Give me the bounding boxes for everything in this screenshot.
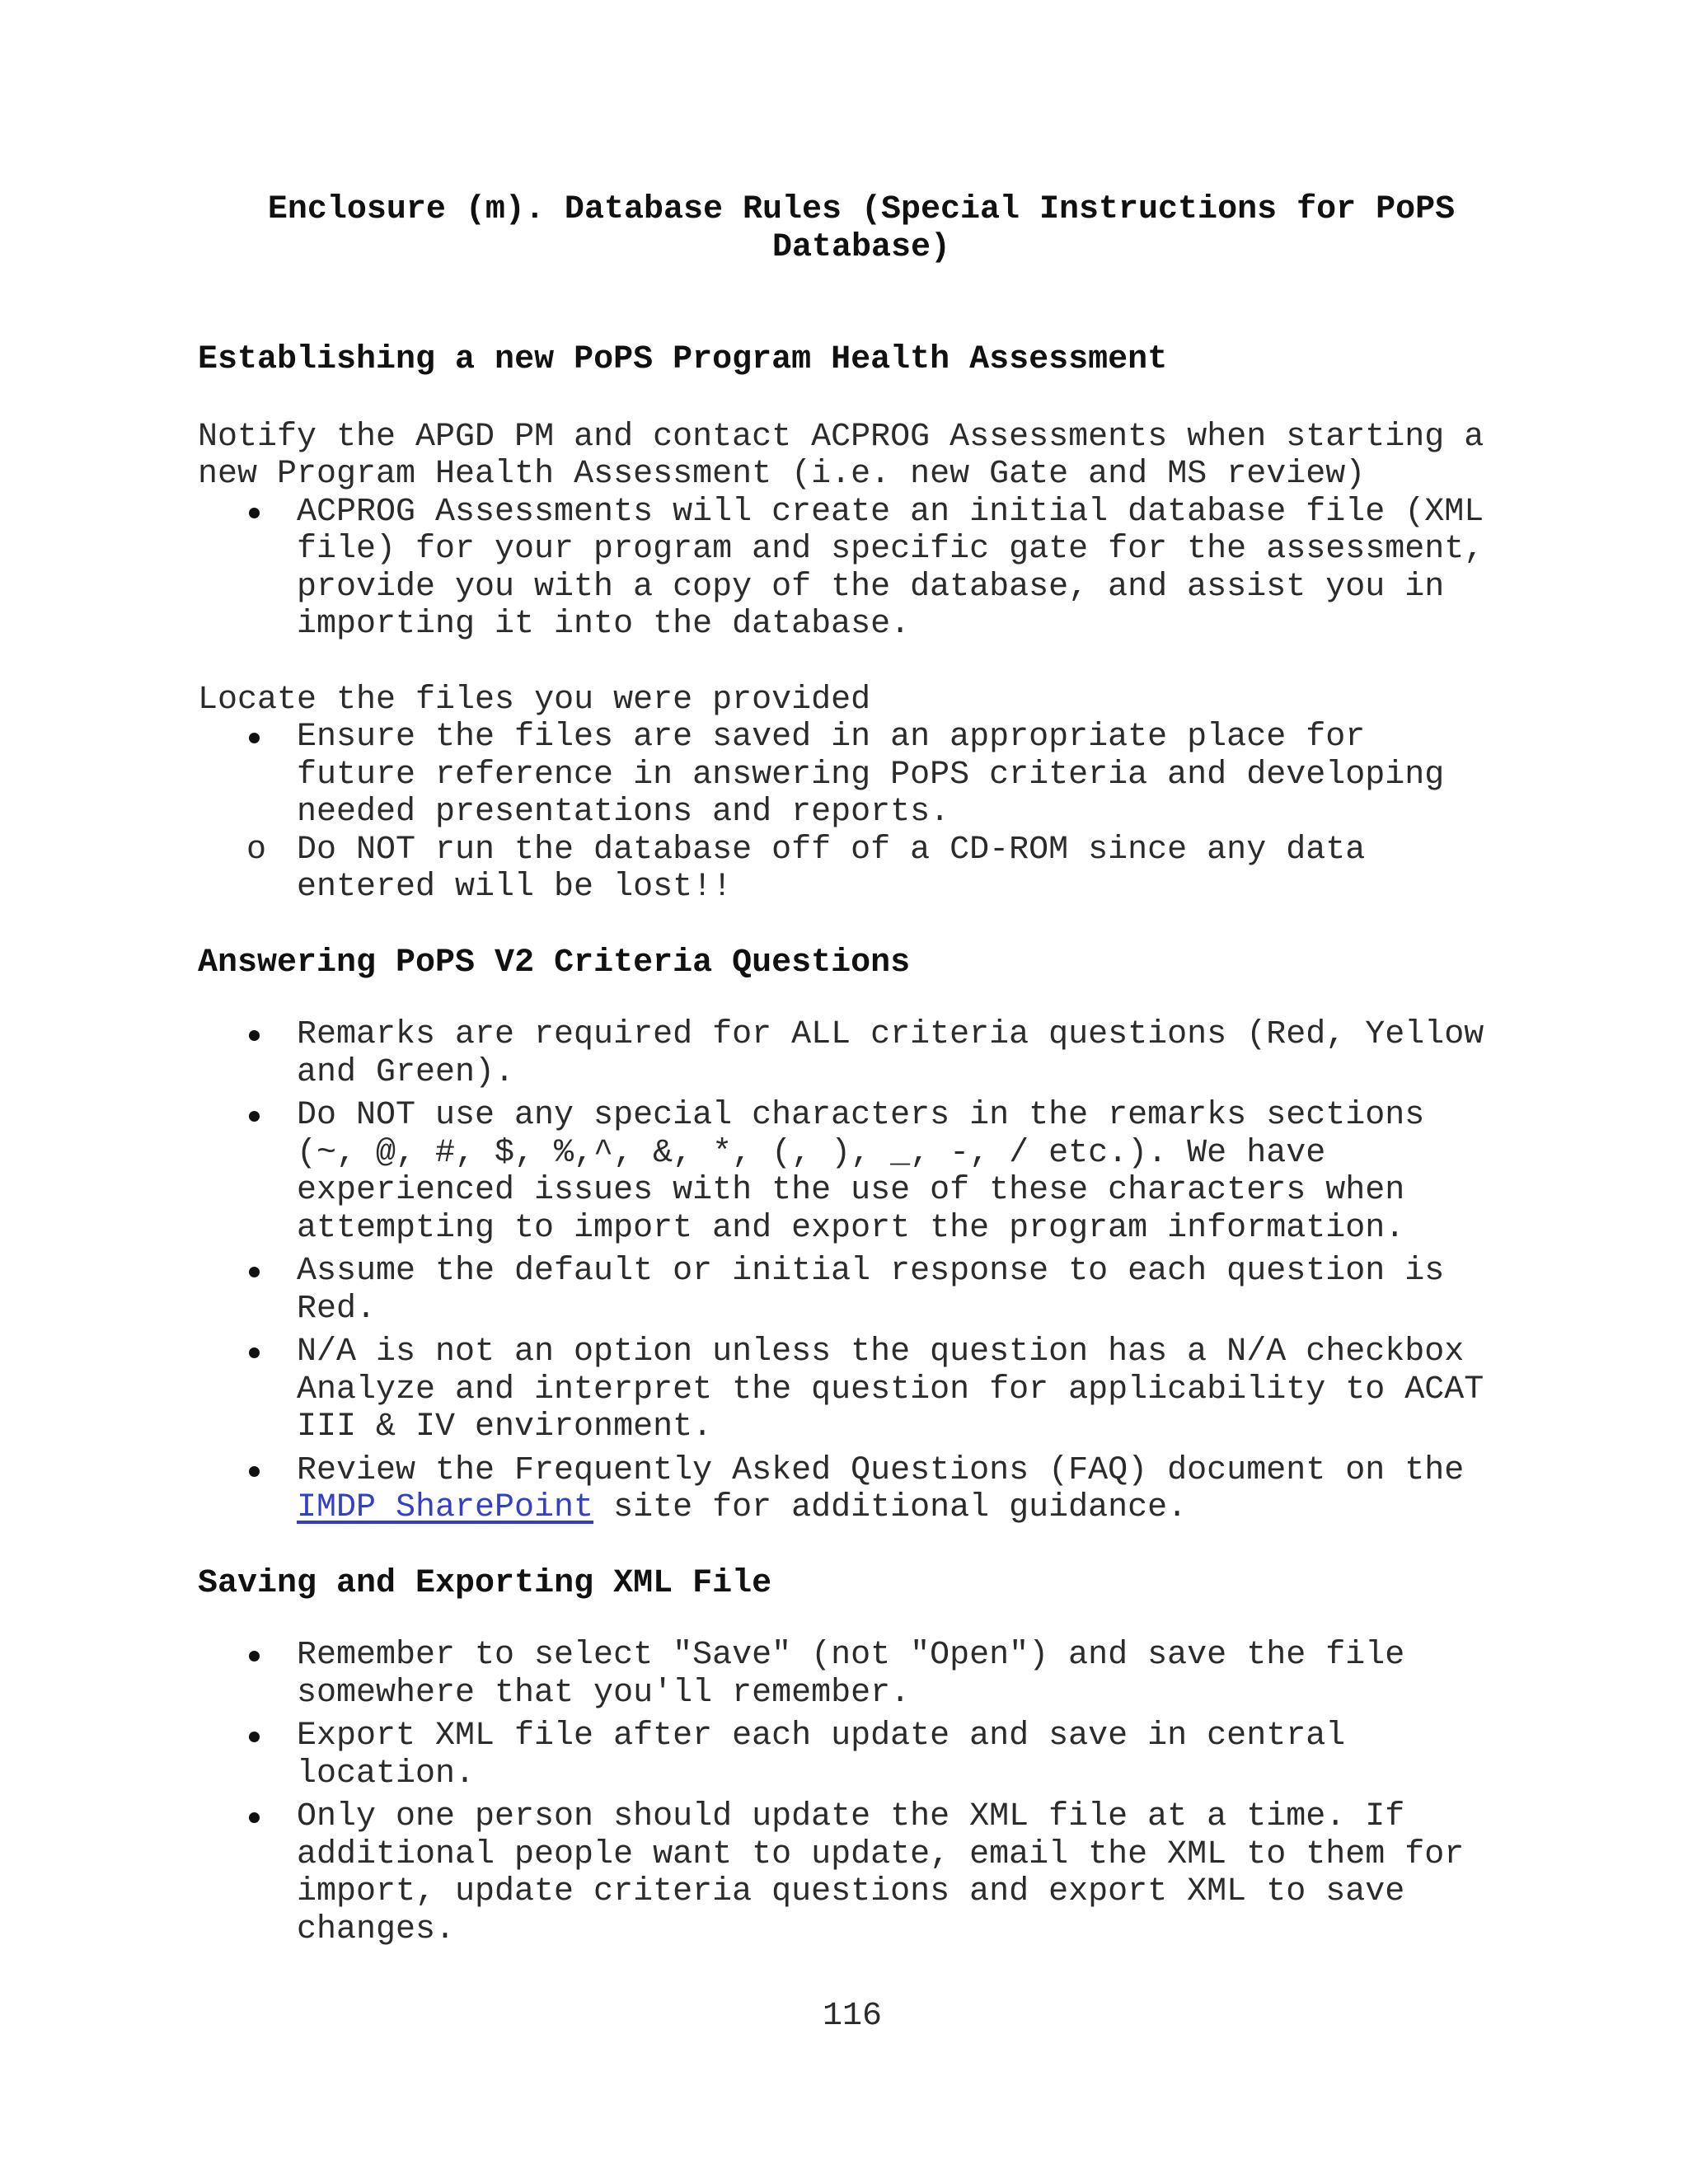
list-item	[198, 719, 1500, 907]
list-item: Remarks are required for ALL criteria questions (Red, Yellow and Green).	[198, 1016, 1500, 1091]
list-item: Do NOT use any special characters in the remarks sections (~, @, #, $, %,^, &, *, (, ), _, -, / etc.). We have experienced issues with the use of these characters when attempting to import and export the program information.	[198, 1097, 1500, 1247]
list-item: Remember to select "Save" (not "Open") and save the file somewhere that you'll remember.	[198, 1637, 1500, 1712]
list-item: Export XML file after each update and save in central location.	[198, 1718, 1500, 1793]
page-title	[198, 191, 1500, 266]
section3-bullet-list	[198, 1637, 1500, 1948]
list-item-text-after: site for additional guidance.	[593, 1489, 1188, 1526]
imdp-sharepoint-link[interactable]: IMDP SharePoint	[297, 1489, 594, 1526]
title-line-2: Database)	[771, 228, 951, 266]
list-item-text-before: Review the Frequently Asked Questions (FAQ) document on the	[297, 1451, 1465, 1489]
sub-list-item-text: Do NOT run the database off of a CD-ROM since any data entered will be lost!!	[297, 831, 1366, 906]
section-heading-establishing: Establishing a new PoPS Program Health Assessment	[198, 341, 1168, 378]
section1-bullet-list-2	[198, 719, 1500, 907]
list-item	[198, 1452, 1500, 1527]
title-line-1: Enclosure (m). Database Rules (Special Instructions for PoPS	[267, 191, 1456, 228]
section1-intro: Notify the APGD PM and contact ACPROG Assessments when starting a new Program Health Assessment (i.e. new Gate and MS review)	[198, 418, 1484, 493]
page-content	[198, 191, 1500, 1948]
list-item: Only one person should update the XML file at a time. If additional people want to update, email the XML to them for import, update criteria questions and export XML to save changes.	[198, 1798, 1500, 1948]
section-heading-saving: Saving and Exporting XML File	[198, 1564, 772, 1602]
list-item: Assume the default or initial response to each question is Red.	[198, 1253, 1500, 1328]
section2-bullet-list	[198, 1016, 1500, 1527]
section1-intro-2: Locate the files you were provided	[198, 681, 871, 719]
section-heading-answering: Answering PoPS V2 Criteria Questions	[198, 944, 911, 982]
sub-bullet-marker: o	[246, 831, 267, 869]
list-item: N/A is not an option unless the question has a N/A checkbox Analyze and interpret the question for applicability to ACAT III & IV environment.	[198, 1333, 1500, 1446]
sub-bullet-list	[198, 832, 1500, 907]
list-item-text: Ensure the files are saved in an appropriate place for future reference in answering PoPS criteria and developing needed presentations and reports.	[297, 719, 1445, 831]
section1-bullet-list	[198, 494, 1500, 644]
page-number: 116	[822, 1998, 882, 2035]
sub-list-item	[198, 832, 1500, 907]
list-item: ACPROG Assessments will create an initial database file (XML file) for your program and specific gate for the assessment, provide you with a copy of the database, and assist you in importing it into the database.	[198, 494, 1500, 644]
